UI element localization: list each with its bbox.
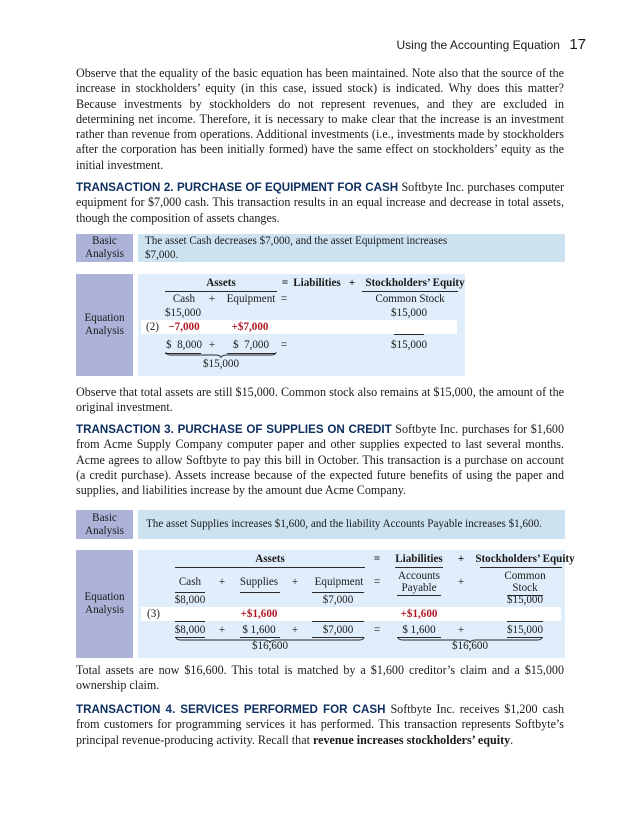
t2-col-common-stock: Common Stock (375, 293, 445, 305)
t3-col-common: Common (504, 570, 546, 582)
t3-row3-accounts-payable: $ 1,600 (402, 624, 436, 636)
t3-row3-common-stock: $15,000 (506, 624, 544, 636)
transaction-4-period: . (510, 732, 514, 747)
t2-row1-common-stock: $15,000 (390, 307, 428, 319)
t3-row2-supplies: +$1,600 (240, 608, 278, 620)
t3-col-plus-2: + (291, 576, 299, 588)
t2-row2-number: (2) (146, 321, 159, 333)
t3-row3-supplies: $ 1,600 (242, 624, 276, 636)
t3-highlight-row (141, 607, 561, 621)
t3-col-plus-1: + (218, 576, 226, 588)
t3-col-cash: Cash (178, 576, 202, 588)
t3-row2-number: (3) (147, 608, 160, 620)
t3-header-assets: Assets (255, 553, 285, 565)
t3-row1-cash: $8,000 (174, 594, 206, 606)
t3-row3-plus-2: + (291, 624, 299, 636)
t3-total-liabilities-equity: $16,600 (451, 640, 489, 652)
t3-header-liabilities: Liabilities (395, 553, 443, 565)
transaction-3-heading: TRANSACTION 3. PURCHASE OF SUPPLIES ON CREDIT (76, 423, 392, 436)
transaction-3-body: Softbyte Inc. purchases for $1,600 from Acme Supply Company computer paper and other supplies expected to last several months. Acme agrees to allow Softbyte to pay this bill in October. This transaction is a purchase on account (a credit purchase). Assets increase because of the expected future benefits of using the paper and supplies, and liabilities increase by the amount due Acme Company. (76, 422, 564, 498)
t2-header-plus: + (348, 277, 356, 289)
t2-row2-equipment: +$7,000 (231, 321, 269, 333)
paragraph-intro: Observe that the equality of the basic equation has been maintained. Note also that the source of the increase in stockholders’ equity (in this case, issued stock) is indicated. Why does this matter? Because investments by stockholders do not represent revenues, and they are excluded in determining net income. Therefore, it is necessary to make clear that the increase is an investment rather than revenue from operations. Additional investments (i.e., investments made by stockholders after the corporation has been initially formed) have the same effect on stockholders’ equity as the initial investment. (76, 66, 564, 172)
t3-row1-common-stock: $15,000 (506, 594, 544, 606)
running-head (397, 36, 586, 53)
transaction-2-heading: TRANSACTION 2. PURCHASE OF EQUIPMENT FOR CASH (76, 181, 399, 194)
t3-col-equipment: Equipment (314, 576, 364, 588)
t3-header-plus: + (457, 553, 465, 565)
t2-col-equals: = (280, 293, 288, 305)
t3-basic-analysis-box (138, 510, 565, 539)
t2-se-underline (362, 291, 458, 292)
paragraph-observe: Observe that total assets are still $15,000. Common stock also remains at $15,000, the amount of the original investment. (76, 385, 564, 415)
t3-row3-plus-3: + (457, 624, 465, 636)
t2-col-cash: Cash (172, 293, 196, 305)
t3-basic-analysis-label: Basic Analysis (76, 510, 133, 539)
t3-equip-col-underline (312, 592, 364, 593)
t2-header-liabilities: Liabilities (293, 277, 341, 289)
transaction-2-paragraph (76, 180, 564, 226)
t2-row3-cash: $ 8,000 (165, 339, 203, 351)
transaction-2-body: Softbyte Inc. purchases computer equipment for $7,000 cash. This transaction results in an equal increase and decrease in total assets, though the composition of assets changes. (76, 180, 565, 225)
page-number: 17 (569, 36, 586, 53)
t2-total-assets: $15,000 (202, 358, 240, 370)
t3-row2-equip-underline (312, 621, 364, 622)
t3-row2-cash-underline (175, 621, 205, 622)
t3-total-assets: $16,600 (251, 640, 289, 652)
t3-equation-analysis-label: Equation Analysis (76, 550, 133, 658)
t2-col-plus: + (208, 293, 216, 305)
t2-row3-equals: = (280, 339, 288, 351)
t3-liab-underline (395, 567, 443, 568)
t3-col-supplies: Supplies (239, 576, 279, 588)
transaction-4-paragraph (76, 702, 564, 748)
t3-row3-plus-1: + (218, 624, 226, 636)
t2-row2-cash: −7,000 (168, 321, 200, 333)
t3-row3-equipment: $7,000 (322, 624, 354, 636)
t3-se-underline (480, 567, 562, 568)
t3-col-payable: Payable (401, 582, 437, 594)
t3-assets-underline (175, 567, 365, 568)
transaction-4-body: Softbyte Inc. receives $1,200 cash from customers for programming services it has performed. This transaction represents Softbyte’s principal revenue-producing activity. Recall that (76, 702, 564, 747)
t3-col-equals: = (373, 576, 381, 588)
t2-row3-common-stock: $15,000 (390, 339, 428, 351)
transaction-3-paragraph (76, 422, 564, 498)
t2-assets-underline (165, 291, 277, 292)
t2-basic-analysis-label: Basic Analysis (76, 234, 133, 262)
t3-row1-equipment: $7,000 (322, 594, 354, 606)
t3-cash-col-underline (175, 592, 205, 593)
t2-row2-cs-underline (394, 334, 424, 335)
t3-ap-col-underline (397, 595, 441, 596)
t2-row1-cash: $15,000 (164, 307, 202, 319)
t2-basic-analysis-text: The asset Cash decreases $7,000, and the asset Equipment increases $7,000. (145, 235, 448, 261)
t3-sup-col-underline (240, 592, 280, 593)
t2-header-stockholders-equity: Stockholders’ Equity (365, 277, 465, 289)
t3-col-stock: Stock (512, 582, 538, 594)
transaction-4-emphasis: revenue increases stockholders’ equity (312, 732, 511, 747)
t2-basic-analysis-box (138, 234, 565, 262)
t3-row2-accounts-payable: +$1,600 (400, 608, 438, 620)
transaction-4-heading: TRANSACTION 4. SERVICES PERFORMED FOR CASH (76, 703, 386, 716)
t3-col-accounts: Accounts (398, 570, 440, 582)
paragraph-totals: Total assets are now $16,600. This total is matched by a $1,600 creditor’s claim and a $15,000 ownership claim. (76, 663, 564, 693)
t2-row3-equipment: $ 7,000 (232, 339, 270, 351)
t3-col-plus-3: + (457, 576, 465, 588)
t3-basic-analysis-text: The asset Supplies increases $1,600, and the liability Accounts Payable increases $1,600. (146, 518, 542, 530)
t2-header-assets: Assets (206, 277, 236, 289)
t3-header-stockholders-equity: Stockholders’ Equity (475, 553, 575, 565)
t2-header-equals: = (281, 277, 289, 289)
t2-equation-analysis-label: Equation Analysis (76, 274, 133, 376)
t3-row2-cs-underline (507, 621, 543, 622)
running-title: Using the Accounting Equation (396, 38, 560, 52)
t3-row3-cash: $8,000 (174, 624, 206, 636)
t3-header-equals: = (373, 553, 381, 565)
t2-row3-plus: + (208, 339, 216, 351)
t2-col-equipment: Equipment (226, 293, 276, 305)
t3-row3-equals: = (373, 624, 381, 636)
